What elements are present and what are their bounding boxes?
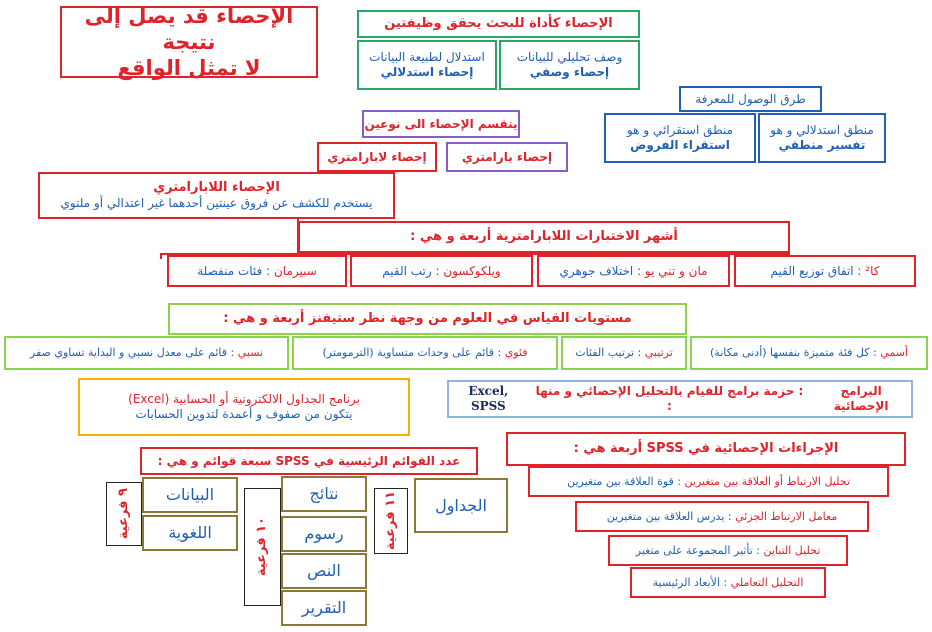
- title-line2: لا تمثل الواقع: [117, 56, 261, 81]
- level-ordinal: ترتيبي : ترتيب الفئات: [561, 336, 687, 370]
- menu-charts: رسوم: [281, 516, 367, 552]
- menu-linguistic: اللغوية: [142, 515, 238, 551]
- procedure-partial-correlation: معامل الارتباط الجزئي : يدرس العلاقة بين متغيرين: [575, 501, 869, 532]
- param-box: إحصاء بارامتري: [446, 142, 568, 172]
- procedure-correlation: تحليل الارتباط أو العلاقة بين متغيرين : قوة العلاقة بين متغيرين: [528, 466, 889, 497]
- test-mann-whitney: مان و تني يو : اختلاف جوهري: [537, 255, 730, 287]
- sub-9-box: ٩ فرعية: [106, 482, 142, 546]
- descriptive-stat-box: وصف تحليلي للبيانات إحصاء وصفي: [499, 40, 640, 90]
- menu-tables: الجداول: [414, 478, 508, 533]
- procedure-factor: التحليل التعاملي : الأبعاد الرئيسية: [630, 567, 826, 598]
- menu-report: التقرير: [281, 590, 367, 626]
- deductive-logic-box: منطق استدلالي و هو تفسير منطقي: [758, 113, 886, 163]
- inductive-logic-box: منطق استقرائي و هو استقراء الفروض: [604, 113, 756, 163]
- level-ratio: نسبي : قائم على معدل نسبي و البداية تساوي صفر: [4, 336, 289, 370]
- menu-data: البيانات: [142, 477, 238, 513]
- nonparam-box: إحصاء لابارامتري: [317, 142, 437, 172]
- tests-title: أشهر الاختبارات اللابارامترية أربعة و هي :: [298, 221, 790, 253]
- menu-results: نتائج: [281, 476, 367, 512]
- sub-11-box: ١١ فرعية: [374, 488, 408, 554]
- inferential-stat-box: استدلال لطبيعة البيانات إحصاء استدلالي: [357, 40, 497, 90]
- test-chi-square: كا² : اتفاق توزيع القيم: [734, 255, 916, 287]
- nonparam-definition: الإحصاء اللابارامتري يستخدم للكشف عن فروق عينتين أحدهما غير اعتدالي أو ملتوي: [38, 172, 395, 219]
- levels-title: مستويات القياس في العلوم من وجهة نظر ستيفنز أربعة و هي :: [168, 303, 687, 335]
- procedures-title: الإجراءات الإحصائية في SPSS أربعة هي :: [506, 432, 906, 466]
- level-nominal: أسمي : كل فئة متميزة بنفسها (أدنى مكانة): [690, 336, 928, 370]
- test-wilcoxon: ويلكوكسون : رتب القيم: [350, 255, 533, 287]
- sub-10-box: ١٠ فرعية: [244, 488, 281, 606]
- menus-title: عدد القوائم الرئيسية في SPSS سبعة قوائم و هي :: [140, 447, 478, 475]
- programs-box: البرامج الإحصائية : حزمة برامج للقيام بالتحليل الإحصائي و منها : Excel, SPSS: [447, 380, 913, 418]
- level-interval: فئوي : قائم على وحدات متساوية (الترمومتر): [292, 336, 558, 370]
- menu-text: النص: [281, 553, 367, 589]
- title-box: [60, 3, 318, 81]
- test-spearman: سبيرمان : فئات منفصلة: [167, 255, 347, 287]
- knowledge-title: طرق الوصول للمعرفة: [679, 86, 822, 112]
- divides-title: ينقسم الإحصاء الى نوعين: [362, 110, 520, 138]
- stat-tool-title: الإحصاء كأداة للبحث يحقق وظيفتين: [357, 10, 640, 38]
- procedure-anova: تحليل التباين : تأثير المجموعة على متغير: [608, 535, 848, 566]
- title-line1: الإحصاء قد يصل إلى نتيجة: [84, 3, 294, 54]
- excel-box: برنامج الجداول الالكترونية أو الحسابية (Excel) يتكون من صفوف و أعمدة لتدوين الحسابات: [78, 378, 410, 436]
